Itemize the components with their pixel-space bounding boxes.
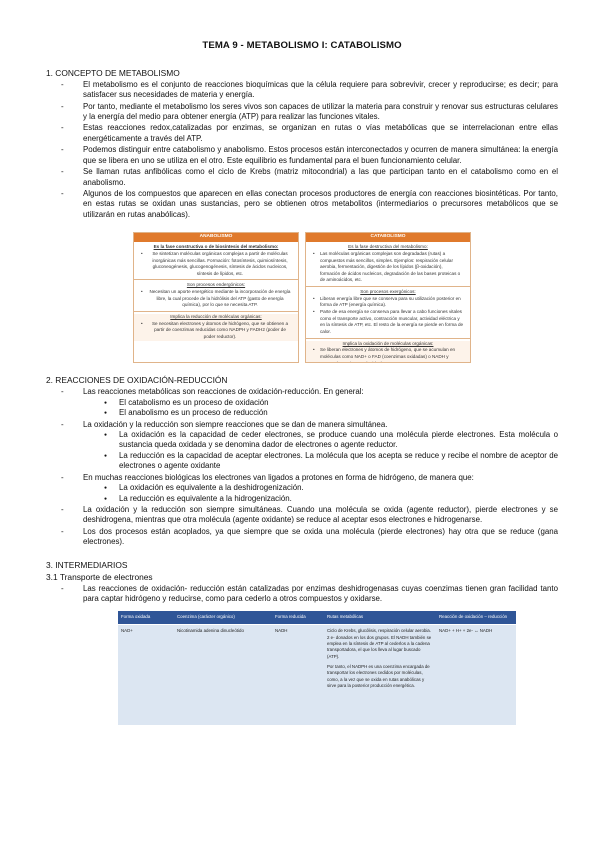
anabolismo-catabolismo-figure: [46, 232, 558, 363]
section-concepto-metabolismo: [46, 68, 558, 221]
page-title: TEMA 9 - METABOLISMO I: CATABOLISMO: [202, 40, 402, 51]
section-oxidacion-reduccion: [46, 375, 558, 547]
list-item: - El metabolismo es el conjunto de reacciones bioquímicas que la célula requiere para sobrevivir, crecer y reproducirse; es decir; para satisfacer sus necesidades de materia y energía.: [83, 80, 558, 101]
sub-list-item: ● El anabolismo es un proceso de reducción: [119, 408, 558, 418]
list-item: - Los dos procesos están acoplados, ya que siempre que se oxida una molécula (pierde electrones) hay otra que se reduce (gana electrones).: [83, 527, 558, 548]
cell-paragraph: Ciclo de Krebs, glucólisis, respiración celular aerobia. 2 e- donados en los dos grupos. El NADH también se emplea en la síntesis de ATP al cederlos a la cadena transportadora, el que los lleva al lugar buscado (ATP).: [327, 628, 432, 659]
table-row: [118, 625, 516, 725]
divider: [306, 338, 470, 339]
panel-header: CATABOLISMO: [306, 233, 470, 242]
table-cell: NADH: [272, 625, 324, 725]
sub-list-item: ● La oxidación es la capacidad de ceder electrones, se produce cuando una molécula pierde electrones. Esta molécula o sustancia queda oxidada y se denomina dador de electrones o agente reductor.: [119, 430, 558, 451]
divider: [134, 311, 298, 312]
column-header: Forma reducida: [272, 611, 324, 625]
bullet-list: [46, 387, 558, 547]
panel-subheading: Implica la reducción de moléculas orgánicas:: [170, 314, 262, 320]
table-cell: NAD+ + H+ + 2e- ↔ NADH: [436, 625, 516, 725]
panel-item: • Se sintetizan moléculas orgánicas complejas a partir de moléculas inorgánicas más sencillas. Formación: fotosíntesis, quimiosíntesis, gluconeogénesis, glucogenogénesis, síntesis de ácidos nucleicos, síntesis de lípidos, etc.: [148, 251, 292, 278]
sub-list-item: ● El catabolismo es un proceso de oxidación: [119, 398, 558, 408]
panel-item: • Liberan energía libre que se conserva para su utilización posterior en forma de ATP (energía química).: [320, 296, 464, 309]
panel-list: [134, 289, 298, 309]
list-item-text: Las reacciones metabólicas son reacciones de oxidación-reducción. En general:: [83, 387, 364, 397]
table-cell: NAD+: [118, 625, 174, 725]
divider: [134, 279, 298, 280]
sub-list: [83, 483, 558, 504]
panel-subheading: Son procesos endergónicos:: [186, 282, 246, 288]
sub-list: [83, 398, 558, 419]
bullet-list: [46, 80, 558, 220]
panel-item: • Las moléculas orgánicas complejas son degradadas (rutas) a compuestos más sencillos, simples. Ejemplos: respiración celular aerobia, fermentación, digestión de los lípidos (β-oxidación), formación de ácidos nucleicos, degradación de las bases proteicas o de aminoácidos, etc.: [320, 251, 464, 284]
panel-item: • Se liberan electrones y átomos de hidrógeno, que se acumulan en moléculas como NAD+ o FAD (coenzimas oxidadas) o NADH y FADH2 (coenzimas reducidas).: [320, 347, 464, 363]
list-item: - Por tanto, mediante el metabolismo los seres vivos son capaces de utilizar la materia para construir y renovar sus estructuras celulares y la energía del medio para obtener energía (ATP) para realizar las funciones vitales.: [83, 102, 558, 123]
panel-list: [134, 251, 298, 278]
panel-list: [306, 347, 470, 363]
list-item: - Las reacciones de oxidación- reducción están catalizadas por enzimas deshidrogenasas cuyas coenzimas tienen gran facilidad tanto para captar hidrógeno y reducirse, como para cederlo a otros compuestos y oxidarse.: [83, 584, 558, 605]
list-item: - Algunos de los compuestos que aparecen en ellas conectan procesos productores de energía con reacciones biosintéticas. Por tanto, en estas rutas se oxidan unas sustancias, pero se obtienen otros metabolitos (intermediarios o precursores metabólicos que se utilizarán en rutas anabólicas).: [83, 189, 558, 220]
list-item: - La oxidación y la reducción son siempre simultáneas. Cuando una molécula se oxida (agente reductor), pierde electrones y se deshidrogena, mientras que otra molécula (agente oxidante) se reduce al aceptar esos electrones e hidrogenarse.: [83, 505, 558, 526]
panel-subheading: Son procesos exergónicos:: [360, 289, 416, 295]
table-header-row: [118, 611, 516, 625]
list-item: - Podemos distinguir entre catabolismo y anabolismo. Estos procesos están interconectados y ocurren de manera simultánea: la energía que se libera en uno se utiliza en el otro. Este equilibrio es fundamental para el buen funcionamiento celular.: [83, 145, 558, 166]
section-heading: 3. INTERMEDIARIOS: [46, 559, 128, 570]
divider: [306, 286, 470, 287]
sub-list: [83, 430, 558, 472]
list-item-text: En muchas reacciones biológicas los electrones van ligados a protones en forma de hidrógeno, de manera que:: [83, 472, 474, 482]
list-item: [83, 420, 558, 472]
table-cell: [324, 625, 436, 725]
cell-paragraph: Por tanto, el NADPH es una coenzima encargada de transportar los electrones cedidos por moléculas, como, a la vez que se oxida en rutas anabólicas y sirve para la posterior producción energética.: [327, 664, 430, 689]
sub-list-item: ● La reducción es la capacidad de aceptar electrones. La molécula que los acepta se reduce y recibe el nombre de aceptor de electrones o agente oxidante: [119, 451, 558, 472]
catabolismo-panel: [305, 232, 471, 363]
panel-list: [306, 296, 470, 336]
panel-list: [134, 321, 298, 341]
column-header: Reacción de oxidación – reducción: [436, 611, 516, 625]
panel-subheading: Es la fase destructiva del metabolismo:: [348, 244, 428, 250]
panel-item: • Parte de esa energía se conserva para llevar a cabo funciones vitales como el transporte activo, contracción muscular, actividad eléctrica y en la síntesis de ATP, etc. El resto de la energía se pierde en forma de calor.: [320, 309, 464, 336]
table-cell: Nicotinamida adenina dinucleótido: [174, 625, 272, 725]
list-item: - Se llaman rutas anfibólicas como el ciclo de Krebs (matriz mitocondrial) a las que participan tanto en el catabolismo como en el anabolismo.: [83, 167, 558, 188]
sub-list-item: ● La reducción es equivalente a la hidrogenización.: [119, 494, 558, 504]
column-header: Forma oxidada: [118, 611, 174, 625]
panel-item: • Se necesitan electrones y átomos de hidrógeno, que se obtienen a partir de coenzimas reducidas como NADPH y FADH2 (poder de poder reductor).: [148, 321, 292, 341]
panel-header: ANABOLISMO: [134, 233, 298, 242]
panel-list: [306, 251, 470, 284]
sub-list-item: ● La oxidación es equivalente a la deshidrogenización.: [119, 483, 558, 493]
column-header: Coenzima (carácter orgánico): [174, 611, 272, 625]
list-item: [83, 387, 558, 418]
section-heading: 1. CONCEPTO DE METABOLISMO: [46, 67, 180, 78]
list-item: - Estas reacciones redox,catalizadas por enzimas, se organizan en rutas o vías metabólicas que se interrelacionan entre ellas energéticamente a través del ATP.: [83, 123, 558, 144]
anabolismo-panel: [133, 232, 299, 363]
section-intermediarios: [46, 560, 558, 725]
list-item-text: La oxidación y la reducción son siempre reacciones que se dan de manera simultánea.: [83, 419, 388, 429]
section-heading: 2. REACCIONES DE OXIDACIÓN-REDUCCIÓN: [46, 375, 228, 386]
subsection-heading: 3.1 Transporte de electrones: [46, 571, 153, 582]
panel-subheading: Implica la oxidación de moléculas orgánicas:: [342, 340, 434, 346]
bullet-list: [46, 584, 558, 605]
panel-subheading: Es la fase constructiva o de biosíntesis del metabolismo:: [153, 244, 279, 250]
column-header: Rutas metabólicas: [324, 611, 436, 625]
panel-item: • Necesitan un aporte energético mediante la incorporación de energía libre, la cual procede de la hidrólisis del ATP (gasto de energía química), por lo que se necesita ATP.: [148, 289, 292, 309]
coenzyme-table: [118, 611, 516, 725]
list-item: [83, 473, 558, 504]
